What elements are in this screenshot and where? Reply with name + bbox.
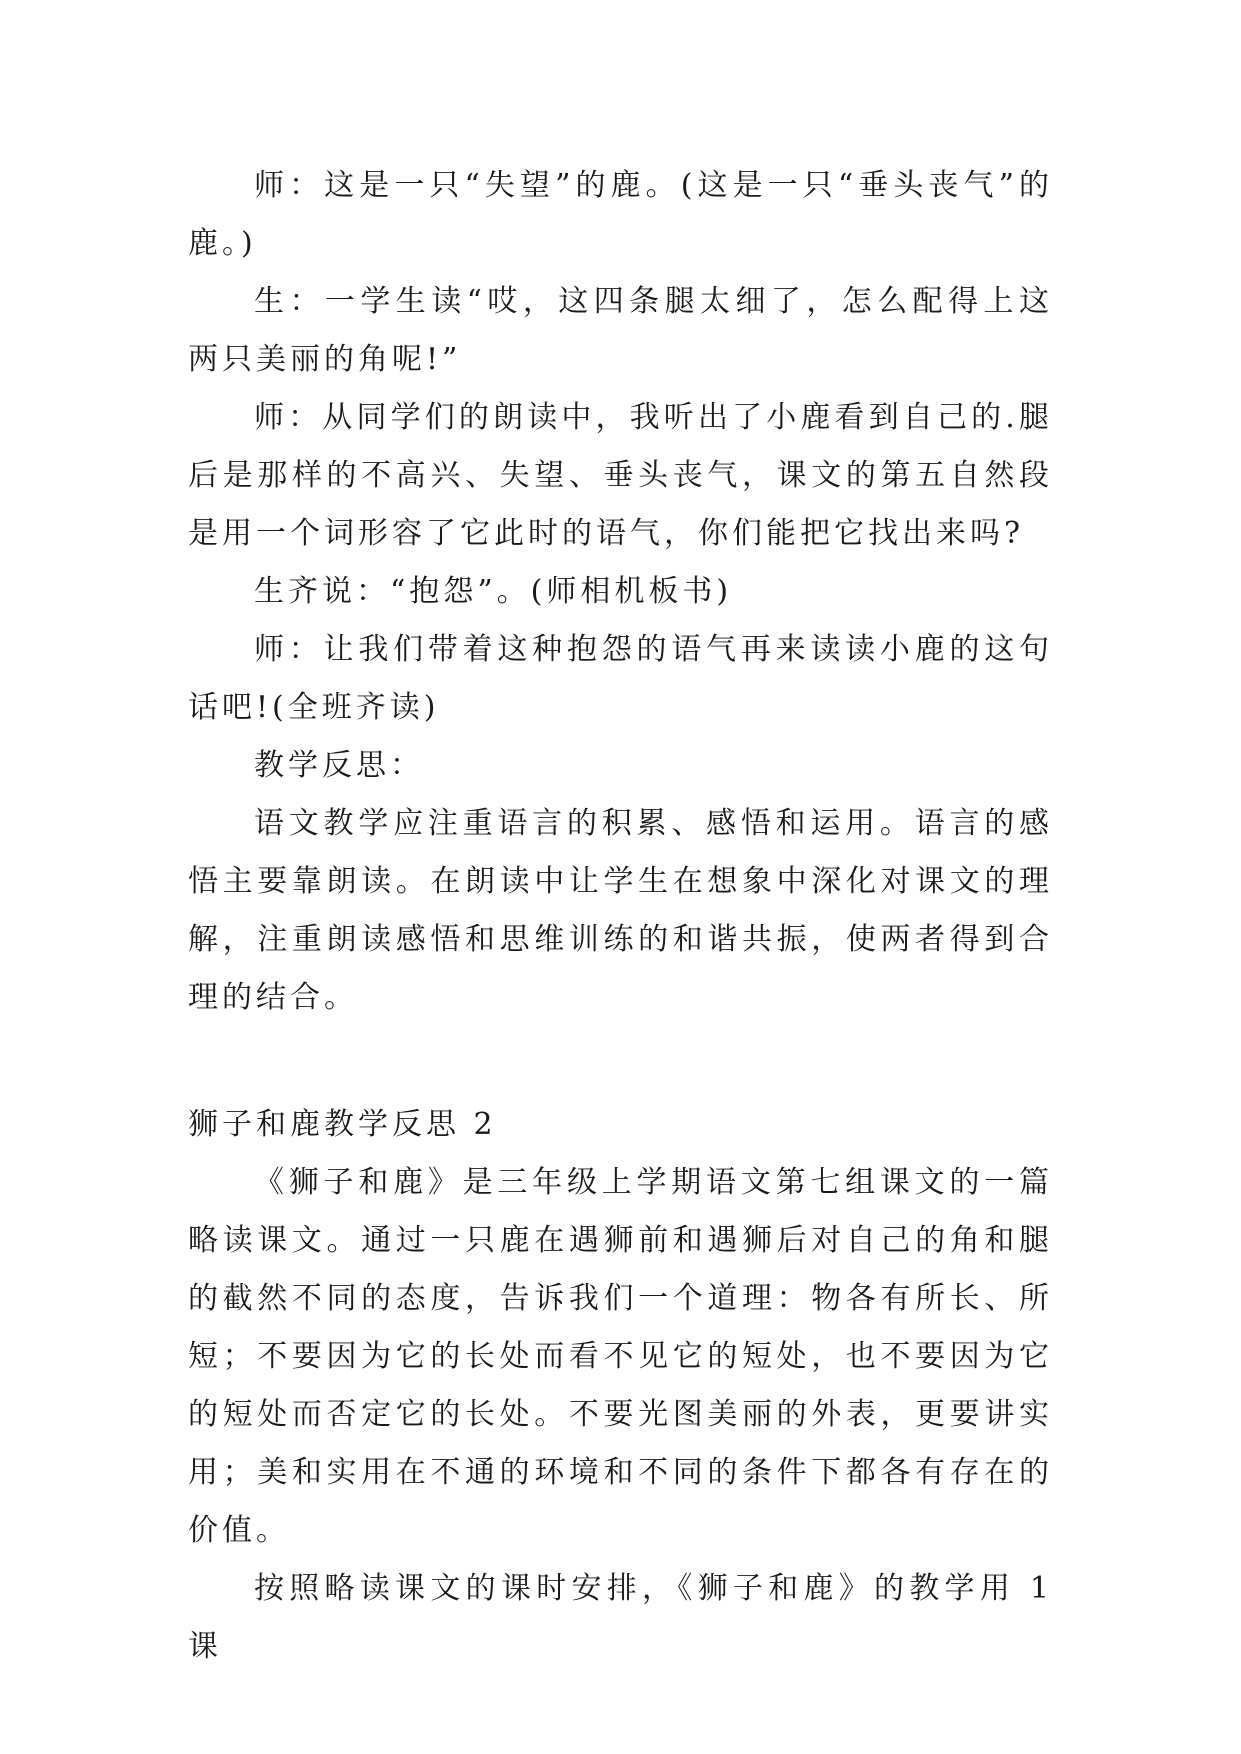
dialogue-section xyxy=(188,157,1053,1027)
paragraph-teacher-read-again: 师：让我们带着这种抱怨的语气再来读读小鹿的这句话吧!(全班齐读) xyxy=(188,632,1053,725)
paragraph-student-reads: 生：一学生读“哎，这四条腿太细了，怎么配得上这两只美丽的角呢!” xyxy=(188,284,1053,377)
paragraph-lesson-summary: 《狮子和鹿》是三年级上学期语文第七组课文的一篇略读课文。通过一只鹿在遇狮前和遇狮后对自己的角和腿的截然不同的态度，告诉我们一个道理：物各有所长、所短；不要因为它的长处而看不见它的短处，也不要因为它的短处而否定它的长处。不要光图美丽的外表，更要讲实用；美和实用在不通的环境和不同的条件下都各有存在的价值。 xyxy=(188,1165,1053,1548)
section-title: 狮子和鹿教学反思 2 xyxy=(188,1107,497,1142)
paragraph-students-answer: 生齐说：“抱怨”。(师相机板书) xyxy=(254,574,733,609)
reflection-2-section xyxy=(188,1096,1053,1676)
paragraph-reflection-body: 语文教学应注重语言的积累、感悟和运用。语言的感悟主要靠朗读。在朗读中让学生在想象中深化对课文的理解，注重朗读感悟和思维训练的和谐共振，使两者得到合理的结合。 xyxy=(188,806,1053,1015)
paragraph-teacher-question: 师：从同学们的朗读中，我听出了小鹿看到自己的.腿后是那样的不高兴、失望、垂头丧气，课文的第五自然段是用一个词形容了它此时的语气，你们能把它找出来吗? xyxy=(188,400,1053,551)
paragraph-reflection-label: 教学反思： xyxy=(254,748,424,783)
paragraph-teacher-lost: 师：这是一只“失望”的鹿。(这是一只“垂头丧气”的鹿。) xyxy=(188,168,1053,261)
paragraph-lesson-schedule: 按照略读课文的课时安排，《狮子和鹿》的教学用 1 课 xyxy=(188,1571,1053,1664)
